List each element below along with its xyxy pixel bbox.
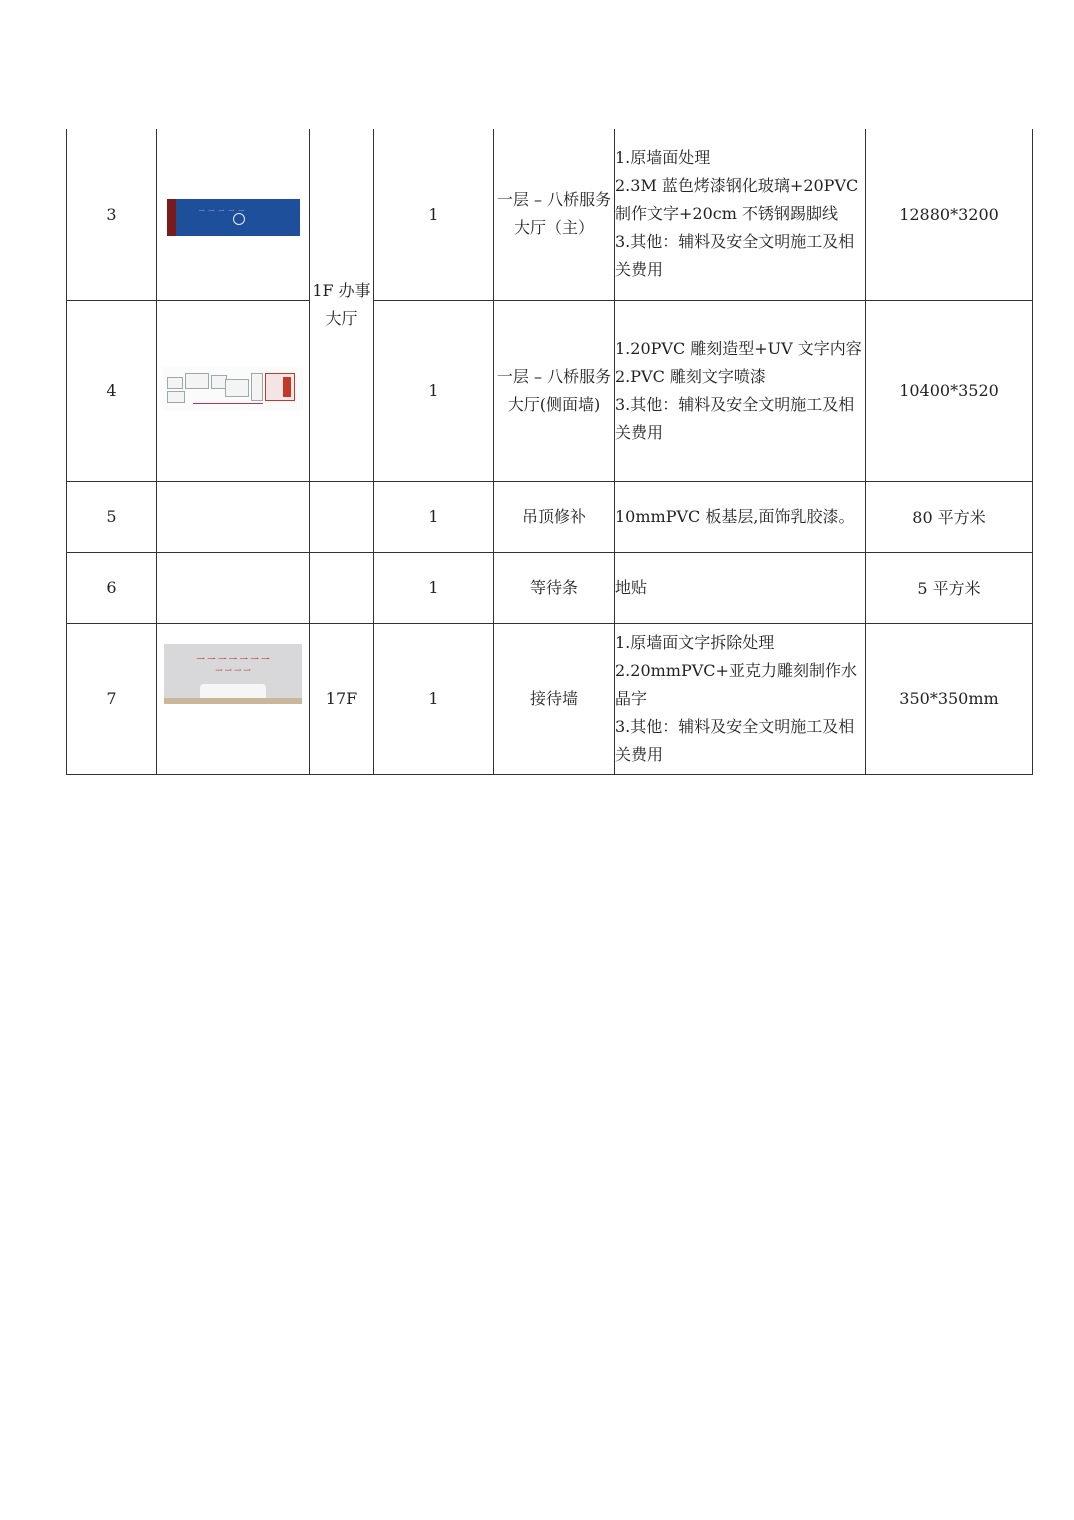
spec-table [66, 129, 1033, 775]
floor-cell: 1F 办事大厅 [310, 129, 374, 481]
side-wall-thumbnail [163, 367, 303, 411]
floor-cell [310, 552, 374, 623]
desc-line: 3.其他：辅料及安全文明施工及相关费用 [615, 716, 855, 764]
row-description [615, 552, 866, 623]
row-number: 6 [67, 552, 157, 623]
row-dimension: 80 平方米 [866, 481, 1033, 552]
row-quantity: 1 [374, 552, 494, 623]
desc-line: 2.20mmPVC+亚克力雕刻制作水晶字 [615, 660, 857, 708]
row-item-name: 一层 – 八桥服务大厅（主） [494, 129, 615, 300]
row-image-cell [157, 300, 310, 481]
row-description [615, 129, 866, 300]
desc-line: 3.其他：辅料及安全文明施工及相关费用 [615, 394, 855, 442]
table-row [67, 552, 1033, 623]
table-row [67, 300, 1033, 481]
desc-line: 3.其他：辅料及安全文明施工及相关费用 [615, 232, 855, 280]
table-row [67, 623, 1033, 774]
row-image-cell [157, 552, 310, 623]
table-row [67, 481, 1033, 552]
row-quantity: 1 [374, 300, 494, 481]
row-dimension: 12880*3200 [866, 129, 1033, 300]
table-row [67, 129, 1033, 300]
reception-wall-thumbnail: 一 一 一 一 一 一 一 一 一 一 一 [164, 644, 302, 704]
row-item-name: 等待条 [494, 552, 615, 623]
row-number: 4 [67, 300, 157, 481]
desc-line: 地贴 [615, 577, 648, 597]
row-quantity: 1 [374, 623, 494, 774]
row-item-name: 接待墙 [494, 623, 615, 774]
row-description [615, 481, 866, 552]
row-number: 7 [67, 623, 157, 774]
row-image-cell [157, 623, 310, 774]
row-dimension: 350*350mm [866, 623, 1033, 774]
row-number: 3 [67, 129, 157, 300]
row-dimension: 5 平方米 [866, 552, 1033, 623]
desc-line: 1.原墙面文字拆除处理 [615, 632, 775, 652]
row-quantity: 1 [374, 129, 494, 300]
blue-wall-thumbnail: 一 一 一 一 一 [167, 199, 300, 236]
row-quantity: 1 [374, 481, 494, 552]
desc-line: 2.3M 蓝色烤漆钢化玻璃+20PVC 制作文字+20cm 不锈钢踢脚线 [615, 176, 859, 224]
row-image-cell [157, 129, 310, 300]
floor-cell: 17F [310, 623, 374, 774]
row-image-cell [157, 481, 310, 552]
floor-cell [310, 481, 374, 552]
row-number: 5 [67, 481, 157, 552]
desc-line: 10mmPVC 板基层,面饰乳胶漆。 [615, 506, 855, 526]
row-dimension: 10400*3520 [866, 300, 1033, 481]
row-item-name: 吊顶修补 [494, 481, 615, 552]
desc-line: 1.原墙面处理 [615, 148, 711, 168]
row-item-name: 一层 – 八桥服务大厅(侧面墙) [494, 300, 615, 481]
row-description [615, 300, 866, 481]
desc-line: 1.20PVC 雕刻造型+UV 文字内容 [615, 338, 862, 358]
row-description [615, 623, 866, 774]
desc-line: 2.PVC 雕刻文字喷漆 [615, 366, 766, 386]
